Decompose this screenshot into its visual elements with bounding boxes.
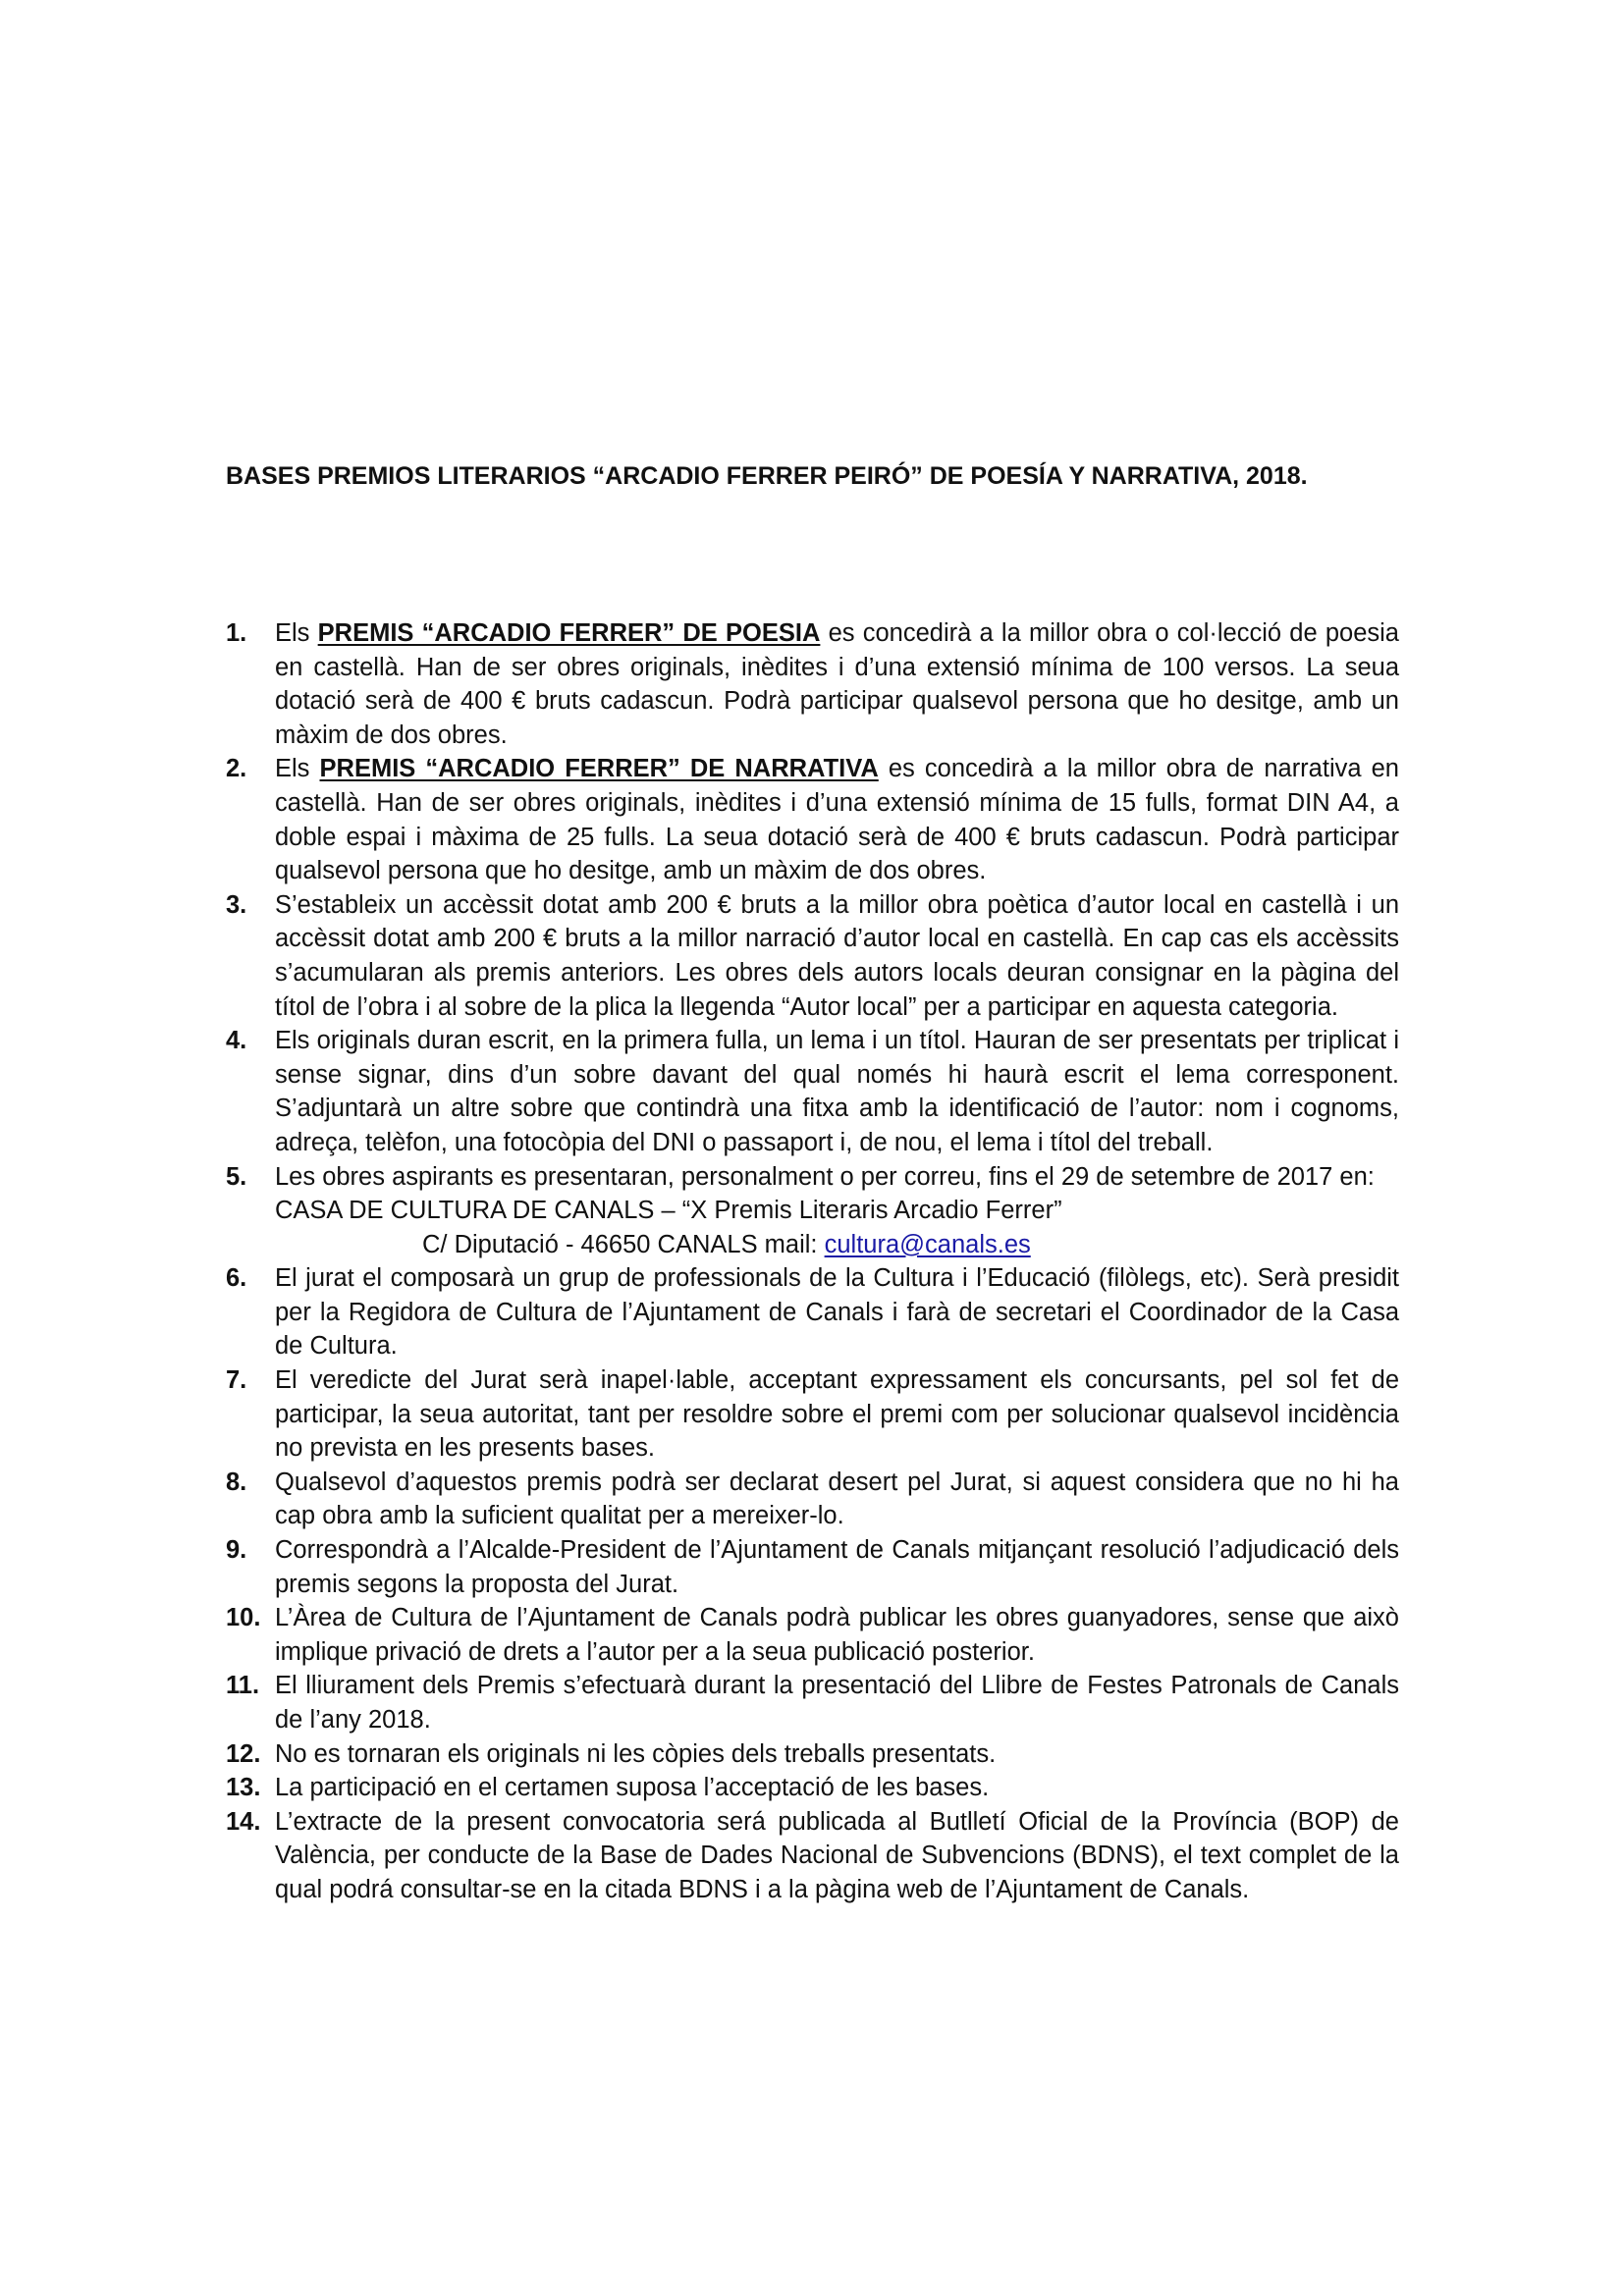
address-street: C/ Diputació - 46650 CANALS mail:	[422, 1230, 825, 1258]
email-link[interactable]: cultura@canals.es	[824, 1230, 1031, 1258]
clause-number: 8.	[226, 1468, 247, 1496]
clause-text: Correspondrà a l’Alcalde-President de l’Ajuntament de Canals mitjançant resolució l’adjudicació dels premis segons la proposta del Jurat.	[275, 1536, 1399, 1598]
clause-4	[226, 1024, 1399, 1159]
clause-number: 1.	[226, 619, 247, 647]
clause-text: Els originals duran escrit, en la primera fulla, un lema i un títol. Hauran de ser presentats per triplicat i sense signar, dins d’un sobre davant del qual només hi haurà escrit el lema corresponent. S’adjuntarà un altre sobre que contindrà una fitxa amb la identificació de l’autor: nom i cognoms, adreça, telèfon, una fotocòpia del DNI o passaport i, de nou, el lema i títol del treball.	[275, 1027, 1399, 1156]
clause-text: El veredicte del Jurat serà inapel·lable, acceptant expressament els concursants, pel sol fet de participar, la seua autoritat, tant per resoldre sobre el premi com per solucionar qualsevol incidència no prevista en les presents bases.	[275, 1366, 1399, 1463]
clause-text-lead: Els	[275, 619, 318, 647]
clause-number: 7.	[226, 1366, 247, 1395]
address-line-1: CASA DE CULTURA DE CANALS – “X Premis Literaris Arcadio Ferrer”	[275, 1197, 1062, 1225]
clause-number: 6.	[226, 1264, 247, 1293]
clause-list	[226, 616, 1399, 1907]
clause-number: 11.	[226, 1672, 260, 1700]
clause-number: 2.	[226, 755, 247, 783]
clause-7	[226, 1363, 1399, 1466]
clause-text-lead: Les obres aspirants es presentaran, personalment o per correu, fins el 29 de setembre de 2017 en:	[275, 1162, 1375, 1191]
address-line-2	[275, 1228, 1399, 1262]
clause-9	[226, 1533, 1399, 1601]
clause-5	[226, 1160, 1399, 1262]
clause-text	[275, 616, 1399, 752]
prize-name-narrative: PREMIS “ARCADIO FERRER” DE NARRATIVA	[319, 755, 879, 783]
clause-text	[275, 1160, 1399, 1262]
clause-text: El jurat el composarà un grup de professionals de la Cultura i l’Educació (filòlegs, etc). Serà presidit per la Regidora de Cultura de l’Ajuntament de Canals i farà de secretari el Coordinador de la Casa de Cultura.	[275, 1264, 1399, 1361]
clause-10	[226, 1601, 1399, 1669]
clause-text: Qualsevol d’aquestos premis podrà ser declarat desert pel Jurat, si aquest considera que no hi ha cap obra amb la suficient qualitat per a mereixer-lo.	[275, 1468, 1399, 1530]
clause-12	[226, 1737, 1399, 1772]
clause-13	[226, 1771, 1399, 1805]
clause-number: 4.	[226, 1027, 247, 1055]
clause-8	[226, 1466, 1399, 1533]
clause-text-rest: es concedirà a la millor obra o col·lecció de poesia en castellà. Han de ser obres originals, inèdites i d’una extensió mínima de 100 versos. La seua dotació serà de 400 € bruts cadascun. Podrà participar qualsevol persona que ho desitge, amb un màxim de dos obres.	[275, 619, 1399, 749]
clause-text: No es tornaran els originals ni les còpies dels treballs presentats.	[275, 1739, 997, 1768]
document-title: BASES PREMIOS LITERARIOS “ARCADIO FERRER PEIRÓ” DE POESÍA Y NARRATIVA, 2018.	[226, 462, 1308, 490]
clause-number: 9.	[226, 1536, 247, 1565]
clause-2	[226, 752, 1399, 887]
clause-text	[275, 752, 1399, 887]
clause-text-lead: Els	[275, 755, 320, 783]
prize-name-poetry: PREMIS “ARCADIO FERRER” DE POESIA	[317, 619, 821, 647]
clause-text: La participació en el certamen suposa l’acceptació de les bases.	[275, 1774, 990, 1802]
clause-number: 14.	[226, 1807, 261, 1836]
clause-text: S’estableix un accèssit dotat amb 200 € bruts a la millor obra poètica d’autor local en castellà i un accèssit dotat amb 200 € bruts a la millor narració d’autor local en castellà. En cap cas els accèssits s’acumularan als premis anteriors. Les obres dels autors locals deuran consignar en la pàgina del títol de l’obra i al sobre de la plica la llegenda “Autor local” per a participar en aquesta categoria.	[275, 890, 1399, 1021]
clause-3	[226, 888, 1399, 1024]
clause-text: L’extracte de la present convocatoria será publicada al Butlletí Oficial de la Província (BOP) de València, per conducte de la Base de Dades Nacional de Subvencions (BDNS), el text complet de la qual podrá consultar-se en la citada BDNS i a la pàgina web de l’Ajuntament de Canals.	[275, 1807, 1399, 1903]
clause-number: 3.	[226, 890, 247, 919]
clause-11	[226, 1669, 1399, 1736]
clause-6	[226, 1261, 1399, 1363]
clause-number: 13.	[226, 1774, 261, 1802]
clause-number: 10.	[226, 1604, 261, 1632]
clause-text-rest: es concedirà a la millor obra de narrativa en castellà. Han de ser obres originals, inèdites i d’una extensió mínima de 15 fulls, format DIN A4, a doble espai i màxima de 25 fulls. La seua dotació serà de 400 € bruts cadascun. Podrà participar qualsevol persona que ho desitge, amb un màxim de dos obres.	[275, 755, 1399, 885]
clause-1	[226, 616, 1399, 752]
clause-text: El lliurament dels Premis s’efectuarà durant la presentació del Llibre de Festes Patronals de Canals de l’any 2018.	[275, 1672, 1399, 1734]
clause-text: L’Àrea de Cultura de l’Ajuntament de Canals podrà publicar les obres guanyadores, sense que això implique privació de drets a l’autor per a la seua publicació posterior.	[275, 1604, 1399, 1666]
clause-number: 5.	[226, 1162, 247, 1191]
clause-number: 12.	[226, 1739, 261, 1768]
clause-14	[226, 1805, 1399, 1907]
